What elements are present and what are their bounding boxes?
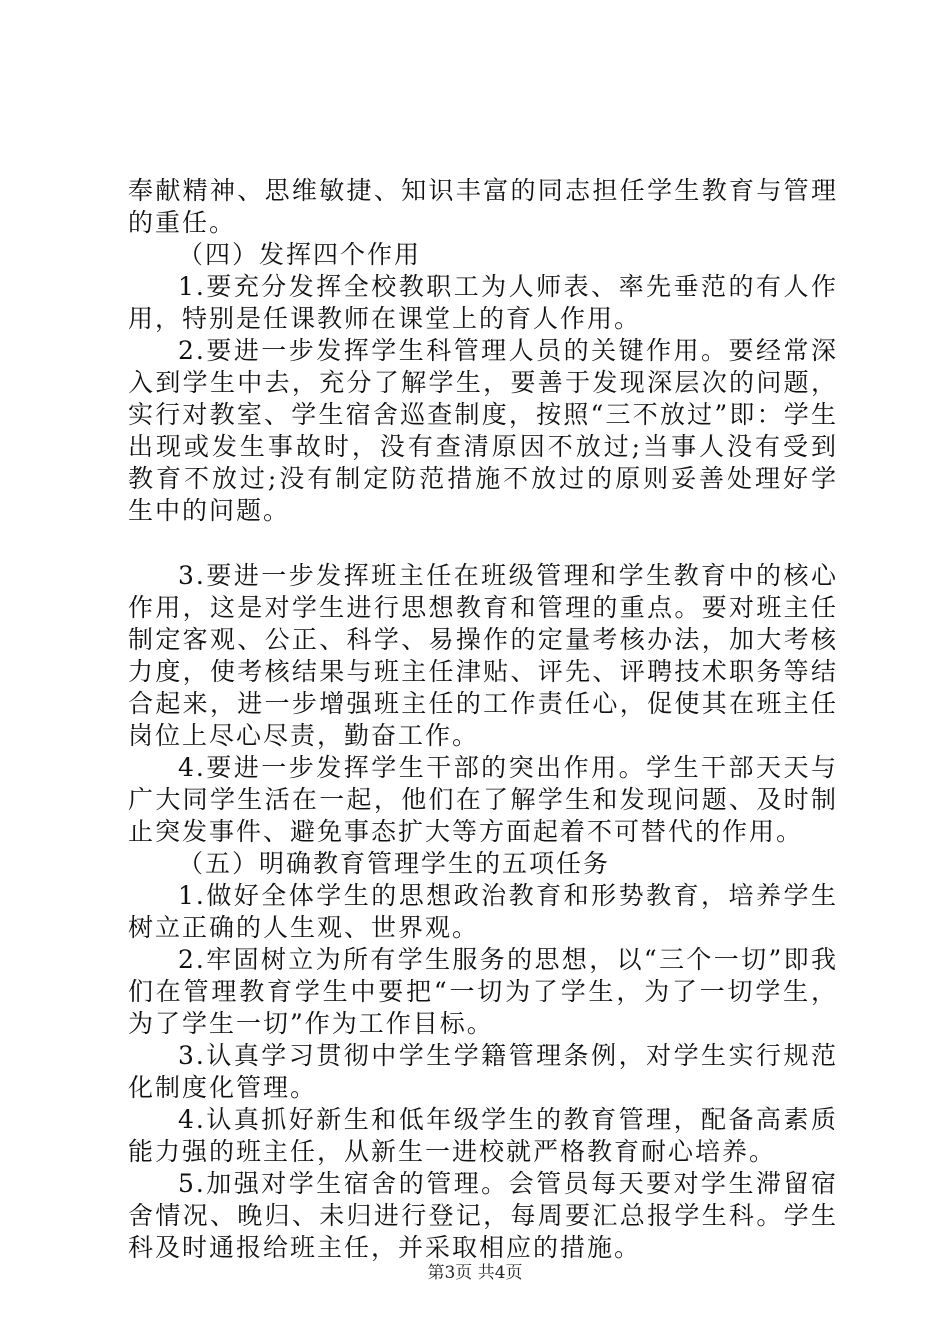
paragraph-task-3: 3.认真学习贯彻中学生学籍管理条例，对学生实行规范化制度化管理。 (128, 1041, 838, 1102)
paragraph-role-2: 2.要进一步发挥学生科管理人员的关键作用。要经常深入到学生中去，充分了解学生，要善于发现深层次的问题，实行对教室、学生宿舍巡查制度，按照“三不放过”即：学生出现或发生事故时，没有查清原因不放过;当事人没有受到教育不放过;没有制定防范措施不放过的原则妥善处理好学生中的问题。 (128, 336, 838, 525)
paragraph-task-4: 4.认真抓好新生和低年级学生的教育管理，配备高素质能力强的班主任，从新生一进校就严格教育耐心培养。 (128, 1105, 838, 1166)
document-body (128, 175, 838, 1264)
paragraph-task-2: 2.牢固树立为所有学生服务的思想，以“三个一切”即我们在管理教育学生中要把“一切为了学生，为了一切学生，为了学生一切”作为工作目标。 (128, 945, 838, 1038)
section-heading-five-tasks: （五）明确教育管理学生的五项任务 (178, 849, 611, 878)
paragraph-role-3: 3.要进一步发挥班主任在班级管理和学生教育中的核心作用，这是对学生进行思想教育和管理的重点。要对班主任制定客观、公正、科学、易操作的定量考核办法，加大考核力度，使考核结果与班主任津贴、评先、评聘技术职务等结合起来，进一步增强班主任的工作责任心，促使其在班主任岗位上尽心尽责，勤奋工作。 (128, 561, 838, 750)
paragraph-role-4: 4.要进一步发挥学生干部的突出作用。学生干部天天与广大同学生活在一起，他们在了解学生和发现问题、及时制止突发事件、避免事态扩大等方面起着不可替代的作用。 (128, 753, 838, 846)
paragraph-role-1: 1.要充分发挥全校教职工为人师表、率先垂范的有人作用，特别是任课教师在课堂上的育人作用。 (128, 272, 838, 333)
page-number-footer: 第3页 共4页 (427, 1263, 523, 1283)
paragraph-task-5: 5.加强对学生宿舍的管理。会管员每天要对学生滞留宿舍情况、晚归、未归进行登记，每周要汇总报学生科。学生科及时通报给班主任，并采取相应的措施。 (128, 1169, 838, 1262)
paragraph-task-1: 1.做好全体学生的思想政治教育和形势教育，培养学生树立正确的人生观、世界观。 (128, 881, 838, 942)
section-heading-four-roles: （四）发挥四个作用 (178, 240, 422, 269)
paragraph-continuation: 奉献精神、思维敏捷、知识丰富的同志担任学生教育与管理的重任。 (128, 176, 838, 237)
